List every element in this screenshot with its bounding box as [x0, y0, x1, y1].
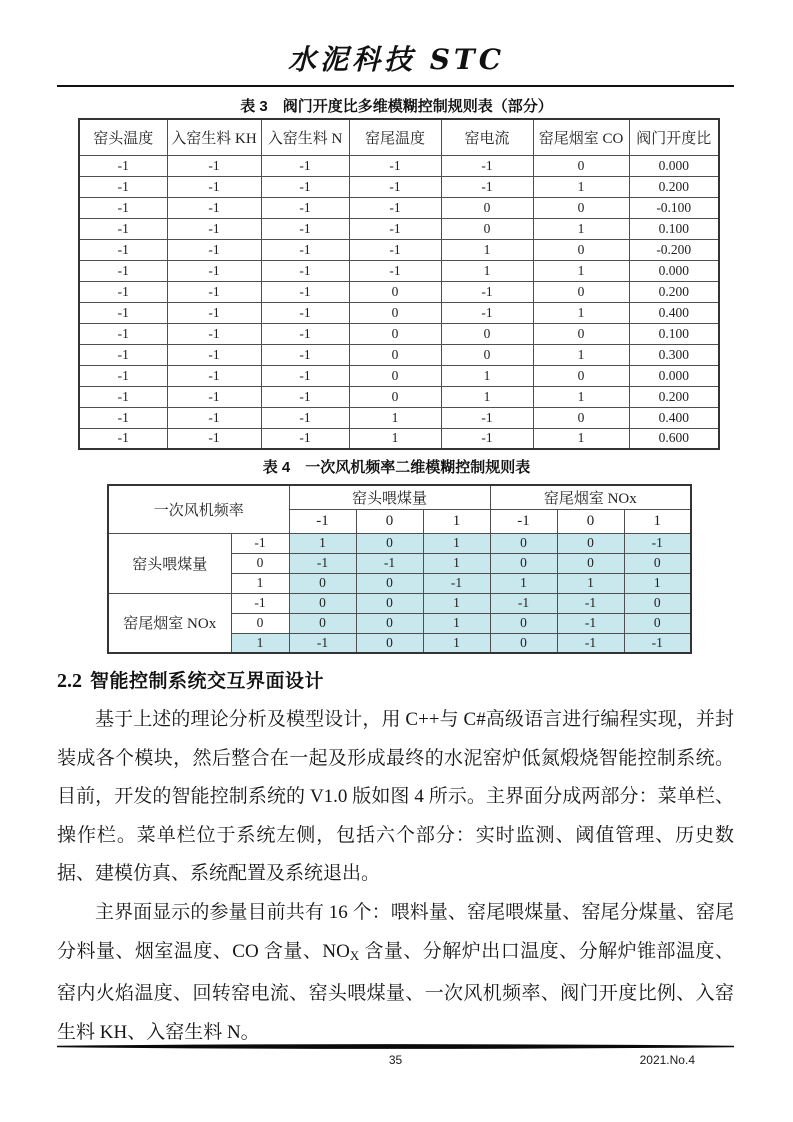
table3-cell: -1: [261, 365, 349, 386]
table3-body: [79, 155, 719, 449]
table3-cell: 0: [441, 323, 533, 344]
table3-cell: -1: [167, 365, 261, 386]
table4-column-level: 1: [624, 509, 691, 533]
journal-header-title: 水泥科技 STC: [287, 43, 506, 76]
table3-row: [79, 428, 719, 449]
table3-cell: -1: [441, 428, 533, 449]
table3-cell: 0: [533, 407, 629, 428]
table3-row: [79, 386, 719, 407]
table3-cell: -1: [261, 386, 349, 407]
table3-cell: -1: [261, 428, 349, 449]
table3-cell: -1: [79, 239, 167, 260]
table3-cell: -1: [167, 197, 261, 218]
table4-value-cell: -1: [557, 593, 624, 613]
table4-value-cell: 0: [289, 613, 356, 633]
table3-cell: 1: [441, 260, 533, 281]
table4-value-cell: 0: [624, 593, 691, 613]
table4-row-level: 1: [231, 633, 289, 653]
nox-subscript: X: [349, 947, 360, 963]
table4-value-cell: 1: [490, 573, 557, 593]
table3-cell: 1: [533, 302, 629, 323]
table3-cell: -1: [79, 281, 167, 302]
table3-cell: 1: [533, 218, 629, 239]
table3-cell: 1: [441, 365, 533, 386]
table4-column-group-label: 窑尾烟室 NOx: [490, 485, 691, 509]
table3-cell: -1: [261, 344, 349, 365]
table3-header-cell: 窑尾烟室 CO: [533, 119, 629, 155]
table3-cell: 0: [533, 239, 629, 260]
table3-cell: 1: [533, 386, 629, 407]
table4-value-cell: 0: [289, 593, 356, 613]
table3-cell: -1: [441, 281, 533, 302]
table3-row: [79, 260, 719, 281]
table4-value-cell: 0: [490, 613, 557, 633]
table3-cell: -0.200: [629, 239, 719, 260]
table3-header-cell: 窑尾温度: [349, 119, 441, 155]
table3-cell: -1: [441, 407, 533, 428]
paragraph-2-pre: 主界面显示的参量目前共有 16 个：喂料量、窑尾喂煤量、窑尾分煤量、窑尾分料量、烟室温度、CO 含量、NO: [57, 901, 734, 962]
table3-header-cell: 窑头温度: [79, 119, 167, 155]
table4-value-cell: 0: [356, 613, 423, 633]
table3-cell: 1: [533, 176, 629, 197]
section-heading: [57, 666, 324, 693]
table4-value-cell: 1: [423, 593, 490, 613]
table3-cell: -1: [261, 260, 349, 281]
table3-row: [79, 197, 719, 218]
table3-row: [79, 344, 719, 365]
table3-cell: 0: [533, 323, 629, 344]
table3-cell: -1: [349, 218, 441, 239]
table3-cell: 0: [533, 197, 629, 218]
table4-row-level: 1: [231, 573, 289, 593]
table3-cell: 0.000: [629, 260, 719, 281]
table4-row: [108, 533, 691, 553]
table3-cell: -0.100: [629, 197, 719, 218]
table3-cell: -1: [79, 302, 167, 323]
table3-cell: -1: [167, 428, 261, 449]
table4-body: [108, 533, 691, 653]
table4-value-cell: -1: [557, 633, 624, 653]
table3-cell: 1: [349, 428, 441, 449]
table4-head: [108, 485, 691, 533]
table3-cell: 1: [349, 407, 441, 428]
table3-cell: -1: [261, 218, 349, 239]
table3-cell: 1: [441, 386, 533, 407]
table3-cell: -1: [79, 323, 167, 344]
table3-cell: 0: [349, 323, 441, 344]
table3-cell: -1: [167, 344, 261, 365]
table4-value-cell: -1: [490, 593, 557, 613]
table3-cell: 0.200: [629, 281, 719, 302]
table3-cell: -1: [167, 302, 261, 323]
table3-cell: -1: [79, 407, 167, 428]
table4: [107, 484, 692, 654]
table3-cell: -1: [261, 197, 349, 218]
table4-value-cell: 0: [557, 553, 624, 573]
table4-value-cell: 1: [624, 573, 691, 593]
body-text: [57, 701, 734, 1053]
table4-value-cell: -1: [624, 533, 691, 553]
table3-cell: 0.100: [629, 218, 719, 239]
table4-row-level: 0: [231, 613, 289, 633]
table3-cell: 0.300: [629, 344, 719, 365]
table4-caption: 表 4 一次风机频率二维模糊控制规则表: [262, 459, 531, 476]
table3-cell: -1: [167, 260, 261, 281]
table3-header-cell: 窑电流: [441, 119, 533, 155]
table3-cell: -1: [79, 176, 167, 197]
table3-header-cell: 入窑生料 N: [261, 119, 349, 155]
table4-row: [108, 593, 691, 613]
table3-cell: 0: [533, 155, 629, 176]
footer-issue: 2021.No.4: [639, 1053, 695, 1067]
table3-cell: -1: [79, 197, 167, 218]
table3-cell: 0: [441, 344, 533, 365]
table3-cell: 0: [533, 281, 629, 302]
table4-header-row-groups: [108, 485, 691, 509]
table3-cell: -1: [441, 302, 533, 323]
table3-cell: 0.100: [629, 323, 719, 344]
table3: [78, 118, 720, 450]
table3-row: [79, 407, 719, 428]
table3-cell: 1: [533, 344, 629, 365]
table4-value-cell: 0: [490, 633, 557, 653]
table3-cell: -1: [261, 281, 349, 302]
table4-value-cell: 0: [356, 593, 423, 613]
table3-cell: -1: [261, 176, 349, 197]
table3-cell: 1: [533, 260, 629, 281]
table4-value-cell: -1: [624, 633, 691, 653]
table4-value-cell: 1: [289, 533, 356, 553]
table4-value-cell: -1: [423, 573, 490, 593]
table3-cell: -1: [441, 176, 533, 197]
table3-cell: -1: [167, 281, 261, 302]
table3-row: [79, 218, 719, 239]
section-number: 2.2: [57, 670, 82, 692]
table3-cell: -1: [167, 386, 261, 407]
table3-cell: -1: [79, 218, 167, 239]
table3-cell: -1: [167, 239, 261, 260]
paragraph-2: [57, 894, 734, 1053]
table4-row-group-label: 窑尾烟室 NOx: [108, 593, 231, 653]
footer: [57, 1053, 734, 1071]
table4-column-group-label: 窑头喂煤量: [289, 485, 490, 509]
table3-cell: -1: [349, 176, 441, 197]
paragraph-2-post: 含量、分解炉出口温度、分解炉锥部温度、窑内火焰温度、回转窑电流、窑头喂煤量、一次风机频率、阀门开度比例、入窑生料 KH、入窑生料 N。: [57, 940, 734, 1043]
table3-cell: -1: [261, 239, 349, 260]
table4-row-level: -1: [231, 533, 289, 553]
table3-cell: -1: [261, 323, 349, 344]
table4-column-level: 1: [423, 509, 490, 533]
table4-value-cell: 0: [356, 633, 423, 653]
table3-cell: -1: [261, 155, 349, 176]
table3-row: [79, 281, 719, 302]
table4-column-level: -1: [490, 509, 557, 533]
table4-row-group-label: 窑头喂煤量: [108, 533, 231, 593]
table3-header-cell: 阀门开度比: [629, 119, 719, 155]
table3-cell: -1: [167, 176, 261, 197]
table3-cell: -1: [79, 365, 167, 386]
table4-value-cell: 0: [490, 533, 557, 553]
table3-cell: 0: [441, 218, 533, 239]
table3-cell: -1: [79, 386, 167, 407]
table3-cell: 0: [441, 197, 533, 218]
table3-row: [79, 176, 719, 197]
table3-cell: -1: [167, 218, 261, 239]
table3-cell: 0: [349, 344, 441, 365]
table3-cell: -1: [79, 260, 167, 281]
footer-rule: [57, 1044, 734, 1051]
table3-row: [79, 323, 719, 344]
table4-value-cell: 0: [356, 573, 423, 593]
paragraph-1: 基于上述的理论分析及模型设计，用 C++与 C#高级语言进行编程实现，并封装成各个模块，然后整合在一起及形成最终的水泥窑炉低氮煅烧智能控制系统。目前，开发的智能控制系统的 V1.0 版如图 4 所示。主界面分成两部分：菜单栏、操作栏。菜单栏位于系统左侧，包括六个部分：实时监测、阈值管理、历史数据、建模仿真、系统配置及系统退出。: [57, 709, 734, 885]
table3-cell: -1: [261, 302, 349, 323]
table3-row: [79, 365, 719, 386]
table3-cell: 1: [441, 239, 533, 260]
table3-cell: 0.400: [629, 407, 719, 428]
table3-cell: -1: [79, 344, 167, 365]
table4-value-cell: 1: [423, 613, 490, 633]
table3-cell: -1: [79, 428, 167, 449]
table3-cell: -1: [167, 323, 261, 344]
table3-cell: -1: [349, 155, 441, 176]
table3-cell: -1: [167, 155, 261, 176]
table3-cell: -1: [441, 155, 533, 176]
table4-value-cell: -1: [289, 633, 356, 653]
table4-value-cell: 1: [423, 533, 490, 553]
table3-row: [79, 239, 719, 260]
table4-value-cell: 0: [557, 533, 624, 553]
table3-header-row: [79, 119, 719, 155]
table3-cell: 0.200: [629, 176, 719, 197]
table3-cell: -1: [349, 260, 441, 281]
table4-corner-label: 一次风机频率: [108, 485, 289, 533]
header-rule: [57, 85, 734, 87]
table4-value-cell: 1: [557, 573, 624, 593]
table3-cell: 0: [349, 302, 441, 323]
table4-row-level: 0: [231, 553, 289, 573]
table3-cell: -1: [167, 407, 261, 428]
table3-cell: 0.200: [629, 386, 719, 407]
table4-value-cell: 0: [356, 533, 423, 553]
table3-cell: 0: [349, 365, 441, 386]
table4-column-level: -1: [289, 509, 356, 533]
table3-row: [79, 155, 719, 176]
table3-cell: 0: [533, 365, 629, 386]
table3-cell: 0.000: [629, 155, 719, 176]
table4-value-cell: 1: [423, 633, 490, 653]
section-title: 智能控制系统交互界面设计: [90, 671, 325, 692]
table3-cell: 1: [533, 428, 629, 449]
table3-cell: 0.600: [629, 428, 719, 449]
table3-cell: 0: [349, 281, 441, 302]
footer-page-number: 35: [388, 1053, 403, 1067]
table4-value-cell: -1: [557, 613, 624, 633]
table3-cell: -1: [349, 239, 441, 260]
table3-cell: 0.000: [629, 365, 719, 386]
table4-column-level: 0: [557, 509, 624, 533]
table4-value-cell: 0: [490, 553, 557, 573]
table4-value-cell: -1: [356, 553, 423, 573]
table4-value-cell: 0: [624, 613, 691, 633]
table4-value-cell: 0: [289, 573, 356, 593]
table3-cell: -1: [261, 407, 349, 428]
table4-value-cell: -1: [289, 553, 356, 573]
table3-cell: -1: [349, 197, 441, 218]
table3-cell: 0: [349, 386, 441, 407]
table3-cell: -1: [79, 155, 167, 176]
table3-cell: 0.400: [629, 302, 719, 323]
table4-column-level: 0: [356, 509, 423, 533]
table3-row: [79, 302, 719, 323]
table3-caption: 表 3 阀门开度比多维模糊控制规则表（部分）: [240, 98, 553, 115]
table4-row-level: -1: [231, 593, 289, 613]
table4-value-cell: 1: [423, 553, 490, 573]
table3-header-cell: 入窑生料 KH: [167, 119, 261, 155]
table4-value-cell: 0: [624, 553, 691, 573]
